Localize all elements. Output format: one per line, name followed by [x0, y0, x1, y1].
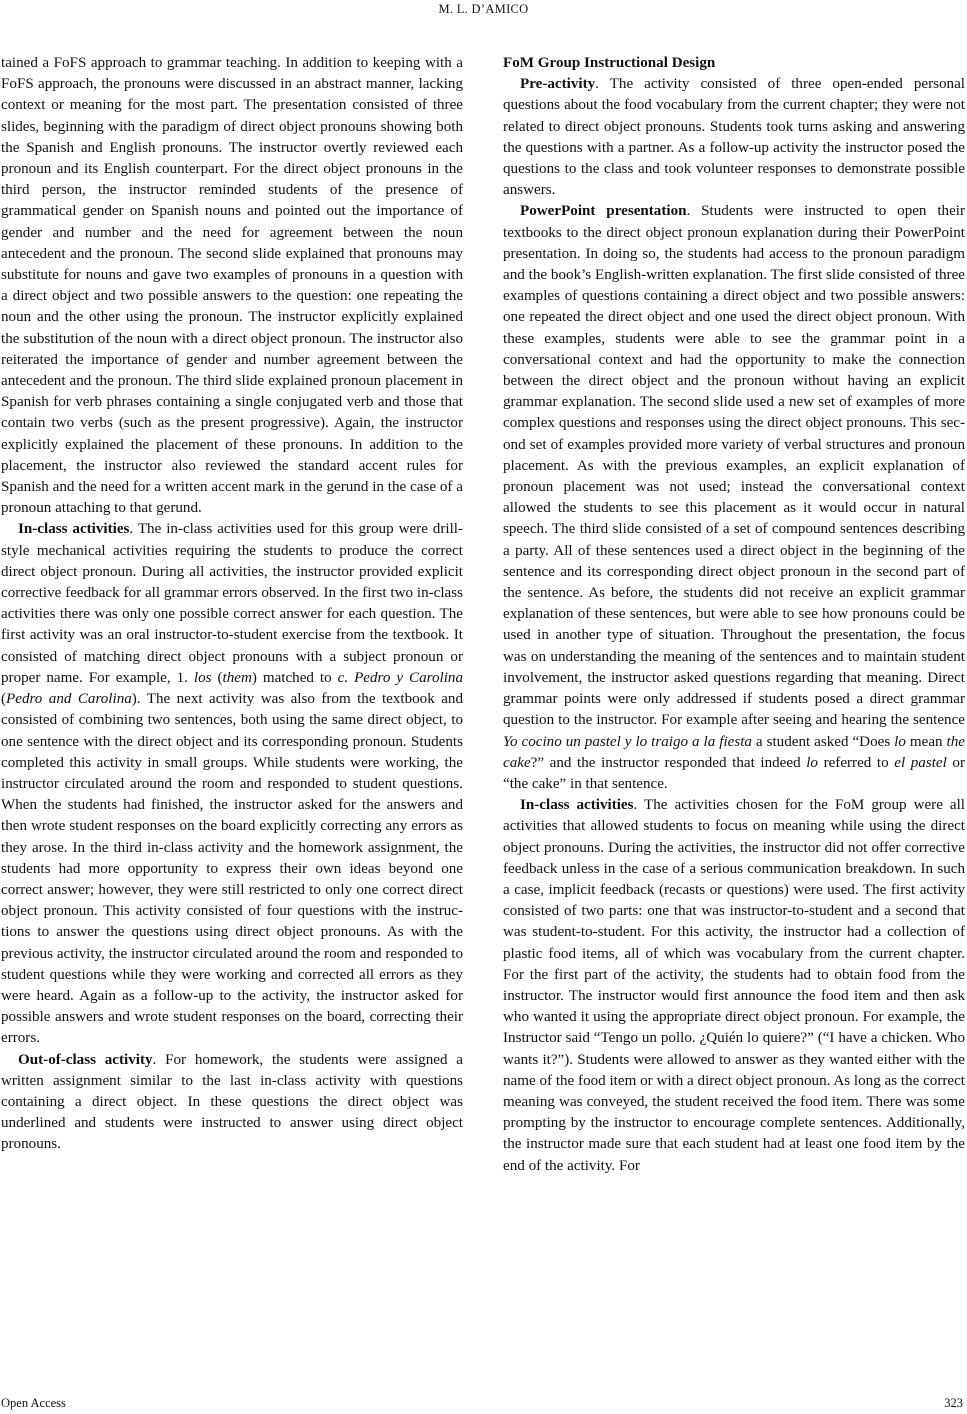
page-number: 323 [944, 1396, 963, 1410]
paragraph-in-class-activities: In-class activities. The in-class activities used for this group were drill-style mechanical activities requiring the students to produce the correct direct object pronoun. During all activities, the instructor provided explicit corrective feedback for all grammar errors observed. In the first two in-class activities there was only one possible correct answer for each question. The first activity was an oral instructor-to-student exercise from the textbook. It consisted of matching direct object pronouns with a subject pronoun or proper name. For example, 1. los (them) matched to c. Pedro y Carolina (Pedro and Carolina). The next activity was also from the textbook and consisted of combining two sentences, both using the same direct object, to one sentence with the direct object and its corresponding pronoun. Students completed this activity in small groups. While students were working, the instructor circulated around the room and responded to student questions. When the students had finished, the instructor asked for the answers and then wrote student responses on the board explicitly correcting any errors as they arose. In the third in-class activity and the homework assignment, the students had more opportunity to express their own ideas beyond one correct answer; however, they were still restricted to only one correct direct object pronoun. This activity consisted of four questions with the instructions to answer the questions using direct object pronouns. As with the previous activity, the instructor circulated around the room and responded to student questions while they were working and corrected all errors as they were heard. Again as a follow-up to the activity, the instructor asked for possible answers and wrote student responses on the board, correcting their errors. [1, 521, 463, 1047]
run-in-heading-in-class-activities: In-class activities [18, 521, 130, 538]
paragraph-out-of-class-activity: Out-of-class activity. For homework, the students were assigned a written assignment similar to the last in-class activity with questions containing a direct object. In these questions the direct object was underlined and students were instructed to answer using direct object pronouns. [1, 1051, 464, 1153]
paragraph-powerpoint-presentation: PowerPoint presentation. Students were instructed to open their textbooks to the direct object pronoun explanation during their PowerPoint presentation. In doing so, the students had access to the pronoun paradigm and the book’s English-written explanation. The first slide consisted of three examples of questions containing a direct object and two possible answers: one repeated the direct object and one used the direct object pronoun. With these examples, students were able to see the grammar point in a conversational context and had the opportunity to make the connection between the direct object and the pronoun without having an explicit grammar explanation. The second slide used a new set of examples of more complex questions and responses using the direct object pronouns. This second set of examples provided more variety of verbal structures and pronoun placement. As with the previous examples, an explicit explanation of pronoun placement was not used; instead the conversational context allowed the students to see this placement as it would occur in natural speech. The third slide consisted of a set of compound sentences describing a party. All of these sentences used a direct object in the beginning of the sentence and its corresponding direct object pronoun in the second part of the sentence. As before, the students did not receive an explicit grammar explanation of these sentences, but were able to see how pronouns could be used in another type of situation. Throughout the presentation, the focus was on understanding the meaning of the sentences and to maintain student involvement, the instructor asked questions regarding that meaning. Direct grammar points were only addressed if students posed a direct grammar question to the instructor. For example after seeing and hearing the sentence Yo cocino un pastel y lo traigo a la fiesta a student asked “Does lo mean the cake?” and the instructor responded that indeed lo referred to el pastel or “the cake” in that sentence. [503, 203, 965, 792]
left-column [1, 53, 463, 1156]
paragraph-presentation-continued: tained a FoFS approach to grammar teaching. In addition to keeping with a FoFS approach, the pronouns were discussed in an abstract manner, lacking context or meaning for the most part. The presentation consisted of three slides, beginning with the paradigm of direct object pronouns showing both the Spanish and English pronouns. The instructor overtly reviewed each pronoun and its English counterpart. For the direct object pronouns in the third person, the instructor reminded students of the presence of grammatical gender on Spanish nouns and pointed out the importance of gender and number and the need for agreement between the noun antecedent and the pronoun. The second slide explained that pronouns may substitute for nouns and gave two examples of pronouns in a question with a direct object and two possible answers to the question: one repeating the noun and the other using the pronoun. The instructor explicitly explained the substitution of the noun with a direct object pronoun. The instructor also reiterated the importance of gender and number agreement between the antecedent and the pronoun. The third slide explained pronoun placement in Spanish for verb phrases containing a single conjugated verb and those that contain two verbs (such as the present progressive). Again, the instructor explicitly explained the placement of these pronouns. In addition to the placement, the instructor also reviewed the standard accent rules for Spanish and the need for a written accent mark in the gerund in the case of a pronoun attaching to that gerund. [1, 55, 463, 517]
run-in-heading-fom-in-class: In-class activities [520, 797, 634, 814]
run-in-heading-out-of-class-activity: Out-of-class activity [18, 1051, 153, 1068]
right-column [503, 53, 965, 1177]
paragraph-fom-in-class-activities: In-class activities. The activities chosen for the FoM group were all activities that allowed students to focus on meaning while using the direct object pronouns. During the activities, the instructor did not offer corrective feedback unless in the case of a serious communication breakdown. In such a case, implicit feedback (recasts or questions) were used. The first activity consisted of two parts: one that was instructor-to-student and a second that was student-to-student. For this activity, the instructor had a collection of plastic food items, all of which was vocabulary from the current chapter. For the first part of the activity, the students had to obtain food from the instructor. The instructor would first announce the food item and then ask who wanted it using the appropriate direct object pronoun. For example, the Instructor said “Tengo un pollo. ¿Quién lo quiere?” (“I have a chicken. Who wants it?”). Students were allowed to answer as they wanted either with the name of the food item or with a direct object pronoun. As long as the correct meaning was conveyed, the student received the food item. There was some prompting by the instructor to encourage complete sentences. Additionally, the instructor made sure that each student had at least one food item by the end of the activity. For [503, 797, 965, 1174]
footer-open-access: Open Access [1, 1396, 66, 1410]
run-in-heading-powerpoint: PowerPoint presentation [520, 203, 687, 220]
section-heading-fom-design: FoM Group Instructional Design [503, 55, 716, 71]
paragraph-pre-activity: Pre-activity. The activity consisted of three open-ended personal questions about the food vocabulary from the current chapter; they were not related to direct object pronouns. Students took turns asking and answering the questions with a partner. As a follow-up activity the instructor posed the questions to the class and took volunteer responses to demonstrate possible answers. [503, 76, 965, 199]
run-in-heading-pre-activity: Pre-activity [520, 76, 596, 93]
running-head: M. L. D’AMICO [438, 2, 529, 16]
